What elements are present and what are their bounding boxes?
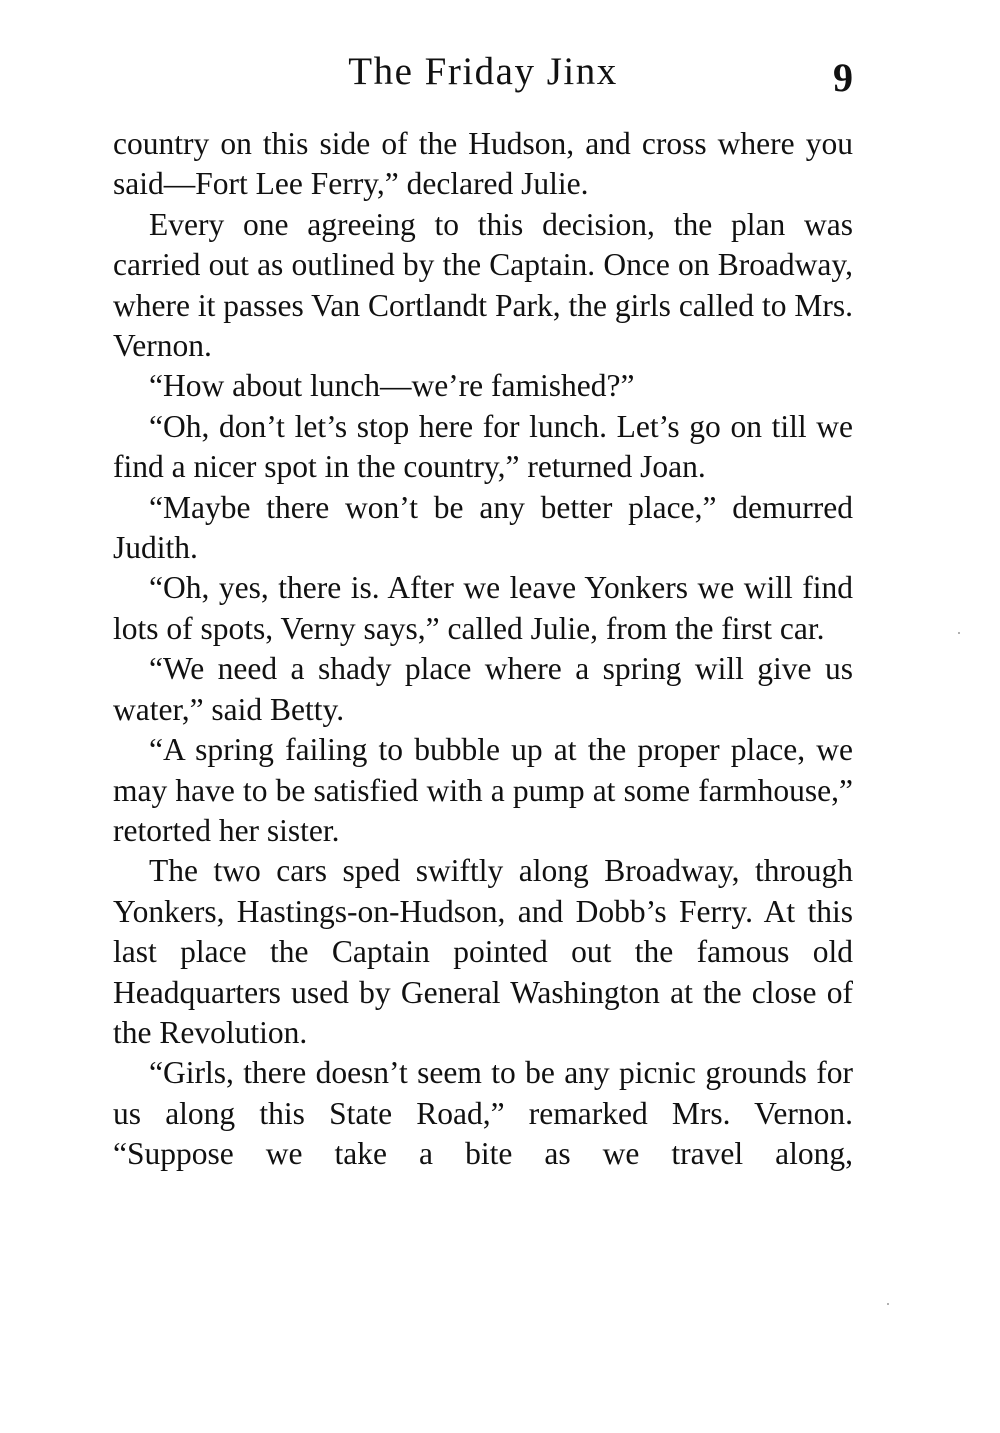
paragraph: “We need a shady place where a spring will give us water,” said Betty. — [113, 651, 853, 727]
paragraph: The two cars sped swiftly along Broadway, through Yonkers, Hastings-on-Hudson, and Dobb’s Ferry. At this last place the Captain pointed out the famous old Headquarters used by General Washington at the close of the Revolution. — [113, 853, 853, 1050]
scan-speck — [887, 1303, 889, 1305]
paragraph: Every one agreeing to this decision, the plan was carried out as outlined by the Captain. Once on Broadway, where it passes Van Cortlandt Park, the girls called to Mrs. Vernon. — [113, 206, 853, 364]
paragraph: “Girls, there doesn’t seem to be any picnic grounds for us along this State Road,” remarked Mrs. Vernon. “Suppose we take a bite as we travel along, — [113, 1055, 853, 1172]
page-number: 9 — [833, 55, 853, 100]
scan-speck — [958, 632, 960, 634]
body-text — [113, 124, 853, 1175]
page-header — [113, 48, 853, 100]
paragraph: “How about lunch—we’re famished?” — [149, 368, 635, 404]
paragraph: “A spring failing to bubble up at the proper place, we may have to be satisfied with a pump at some farmhouse,” retorted her sister. — [113, 732, 853, 848]
paragraph: country on this side of the Hudson, and cross where you said—Fort Lee Ferry,” declared Julie. — [113, 126, 853, 202]
paragraph: “Maybe there won’t be any better place,” demurred Judith. — [113, 489, 853, 566]
paragraph: “Oh, yes, there is. After we leave Yonkers we will find lots of spots, Verny says,” called Julie, from the first car. — [113, 570, 853, 646]
book-page — [113, 48, 853, 1175]
running-title: The Friday Jinx — [348, 50, 618, 93]
paragraph: “Oh, don’t let’s stop here for lunch. Let’s go on till we find a nicer spot in the country,” returned Joan. — [113, 408, 853, 485]
